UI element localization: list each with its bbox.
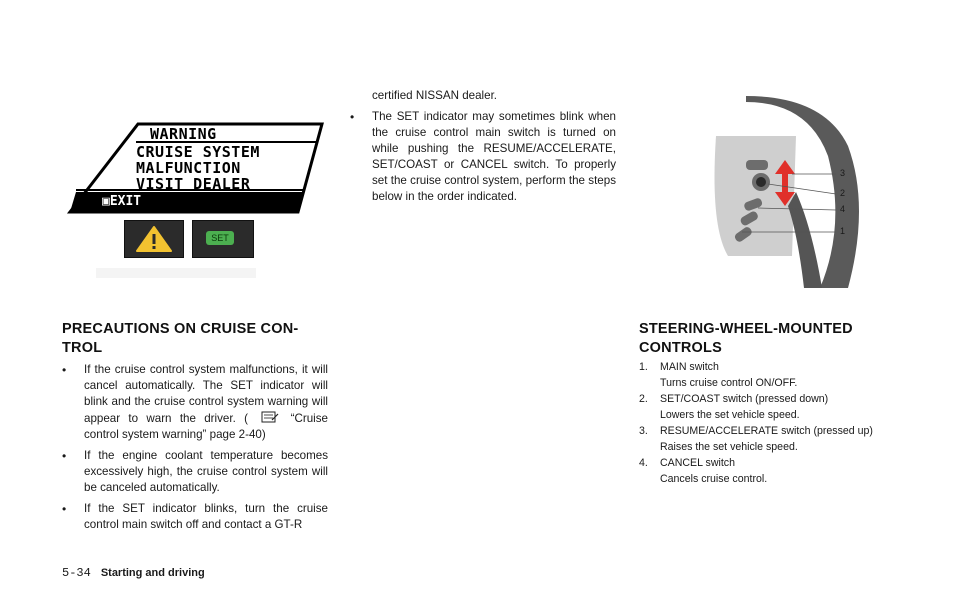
controls-list xyxy=(639,359,899,487)
item-title: MAIN switch xyxy=(660,361,719,373)
display-line-warning: WARNING xyxy=(150,125,217,143)
item-title: CANCEL switch xyxy=(660,457,735,469)
warning-display xyxy=(66,120,328,220)
item-number: 2. xyxy=(639,393,648,405)
precautions-section xyxy=(62,320,328,538)
exit-row xyxy=(102,194,141,210)
callout-4: 4 xyxy=(840,204,846,214)
page-number: 5-34 xyxy=(62,566,91,580)
item-number: 4. xyxy=(639,457,648,469)
set-indicator-bullet: • The SET indicator may sometimes blink when the cruise control main switch is turned on while pushing the RESUME/ACCELERATE, SET/COAST or CANCEL switch. To properly set the cruise control system, perform the steps below in the order indicated. xyxy=(350,109,616,205)
controls-heading xyxy=(639,320,899,358)
faint-background-shapes xyxy=(96,266,358,296)
display-line-malfunction: MALFUNCTION xyxy=(136,159,241,177)
item-number: 3. xyxy=(639,425,648,437)
list-item xyxy=(639,455,899,487)
master-warning-lamp xyxy=(124,220,184,258)
item-description: Lowers the set vehicle speed. xyxy=(660,409,800,421)
set-indicator-label: SET xyxy=(206,231,234,245)
warning-triangle-icon xyxy=(125,221,183,257)
callout-3: 3 xyxy=(840,168,846,178)
page-reference-icon xyxy=(258,410,280,424)
display-line-visit-dealer: VISIT DEALER xyxy=(136,175,251,193)
display-line-cruise-system: CRUISE SYSTEM xyxy=(136,143,260,161)
precautions-heading: PRECAUTIONS ON CRUISE CON-TROL xyxy=(62,321,299,356)
page-footer xyxy=(62,565,205,580)
precaution-bullet-1 xyxy=(62,362,328,443)
precaution-bullet-2: • If the engine coolant temperature becomes excessively high, the cruise control system will be canceled automatically. xyxy=(62,448,328,496)
item-title: SET/COAST switch (pressed down) xyxy=(660,393,829,405)
middle-column xyxy=(350,88,616,210)
item-number: 1. xyxy=(639,361,648,373)
set-indicator-lamp xyxy=(192,220,254,258)
precaution-bullet-1-reference: “Cruise control system warning” page 2-40) xyxy=(84,412,328,441)
precaution-bullet-3: • If the SET indicator blinks, turn the cruise control main switch off and contact a GT-R xyxy=(62,501,328,533)
footer-section-title: Starting and driving xyxy=(100,567,205,579)
list-item xyxy=(639,391,899,423)
controls-heading-line-2: CONTROLS xyxy=(639,340,722,356)
list-item xyxy=(639,359,899,391)
item-description: Cancels cruise control. xyxy=(660,473,768,485)
item-description: Raises the set vehicle speed. xyxy=(660,441,798,453)
steering-wheel-illustration xyxy=(700,96,860,290)
steering-wheel-figure xyxy=(700,96,860,290)
exit-button-icon: ▣ xyxy=(102,194,110,209)
callout-2: 2 xyxy=(840,188,846,198)
controls-heading-line-1: STEERING-WHEEL-MOUNTED xyxy=(639,321,853,337)
item-title: RESUME/ACCELERATE switch (pressed up) xyxy=(660,425,873,437)
warning-figure xyxy=(66,120,328,292)
callout-1: 1 xyxy=(840,226,846,236)
item-description: Turns cruise control ON/OFF. xyxy=(660,377,798,389)
list-item xyxy=(639,423,899,455)
continuation-text: certified NISSAN dealer. xyxy=(372,89,498,102)
controls-section xyxy=(639,320,899,487)
precaution-bullet-1-text: If the cruise control system malfunctions, it will cancel automatically. The SET indicator will blink and the cruise control system warning will appear to warn the driver. ( xyxy=(84,363,328,425)
exit-label: EXIT xyxy=(109,194,142,209)
